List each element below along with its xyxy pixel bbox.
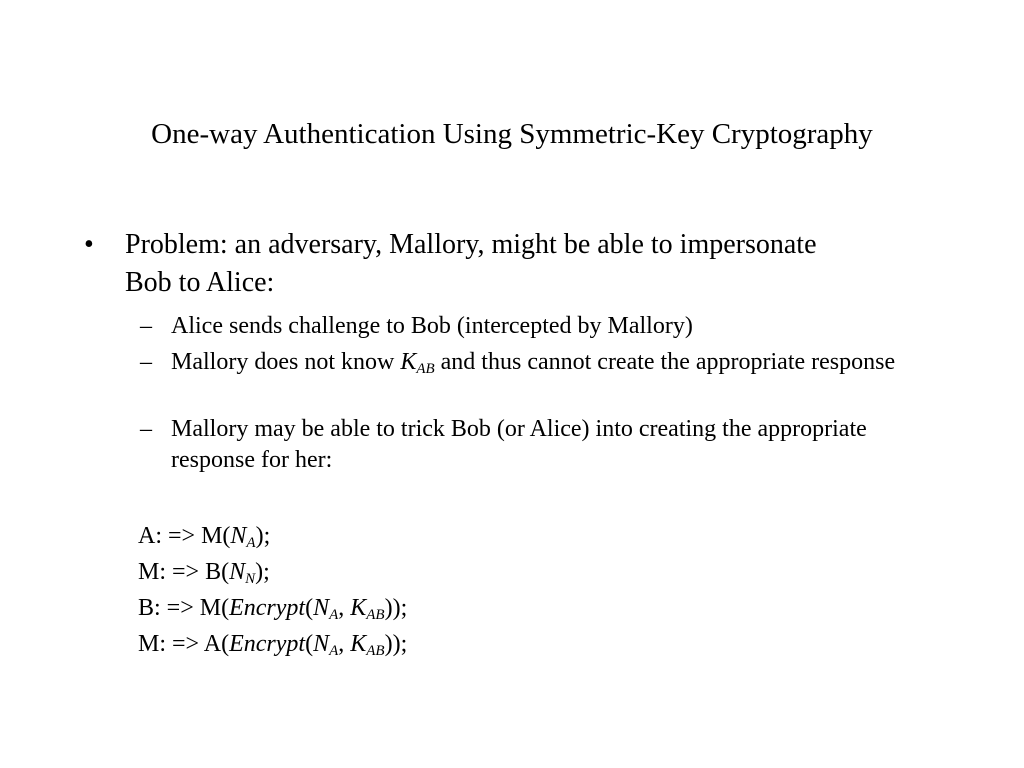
protocol-step-1 <box>138 521 270 551</box>
key-subscript: AB <box>366 643 385 659</box>
open-paren: ( <box>305 595 314 621</box>
nonce-subscript: A <box>329 607 339 623</box>
step-prefix: M: => B( <box>138 559 230 585</box>
sub-bullet-text: Mallory may be able to trick Bob (or Alice) into creating the appropriate response for her: <box>171 416 867 473</box>
step-suffix: ); <box>255 559 270 585</box>
bullet-icon: • <box>84 229 94 260</box>
key-symbol: K <box>350 631 367 657</box>
function-name: Encrypt <box>229 631 306 657</box>
step-suffix: ); <box>255 523 271 549</box>
protocol-step-2 <box>138 557 270 587</box>
text-segment: Mallory does not know <box>171 349 401 375</box>
dash-icon: – <box>140 313 152 339</box>
protocol-step-4 <box>138 629 407 659</box>
step-suffix: )); <box>384 595 408 621</box>
key-symbol: K <box>350 595 367 621</box>
nonce-symbol: N <box>313 595 330 621</box>
text-segment: and thus cannot create the appropriate response <box>434 349 896 375</box>
key-subscript: AB <box>366 607 385 623</box>
nonce-subscript: A <box>246 535 256 551</box>
sub-bullet-text: Alice sends challenge to Bob (intercepted by Mallory) <box>171 313 693 339</box>
nonce-subscript: A <box>329 643 339 659</box>
step-prefix: B: => M( <box>138 595 230 621</box>
nonce-symbol: N <box>313 631 330 657</box>
key-symbol: K <box>400 349 417 375</box>
dash-icon: – <box>140 416 152 442</box>
sub-bullet-text <box>171 347 940 378</box>
nonce-symbol: N <box>230 523 247 549</box>
function-name: Encrypt <box>229 595 306 621</box>
nonce-symbol: N <box>229 559 246 585</box>
step-prefix: A: => M( <box>138 523 231 549</box>
dash-icon: – <box>140 349 152 375</box>
nonce-subscript: N <box>245 571 256 587</box>
separator: , <box>338 595 351 621</box>
step-suffix: )); <box>384 631 408 657</box>
open-paren: ( <box>305 631 314 657</box>
main-bullet-text: Problem: an adversary, Mallory, might be able to impersonate Bob to Alice: <box>125 229 817 298</box>
step-prefix: M: => A( <box>138 631 230 657</box>
slide-title: One-way Authentication Using Symmetric-Key Cryptography <box>151 118 873 150</box>
separator: , <box>338 631 351 657</box>
key-subscript: AB <box>416 361 435 377</box>
protocol-step-3 <box>138 593 407 623</box>
